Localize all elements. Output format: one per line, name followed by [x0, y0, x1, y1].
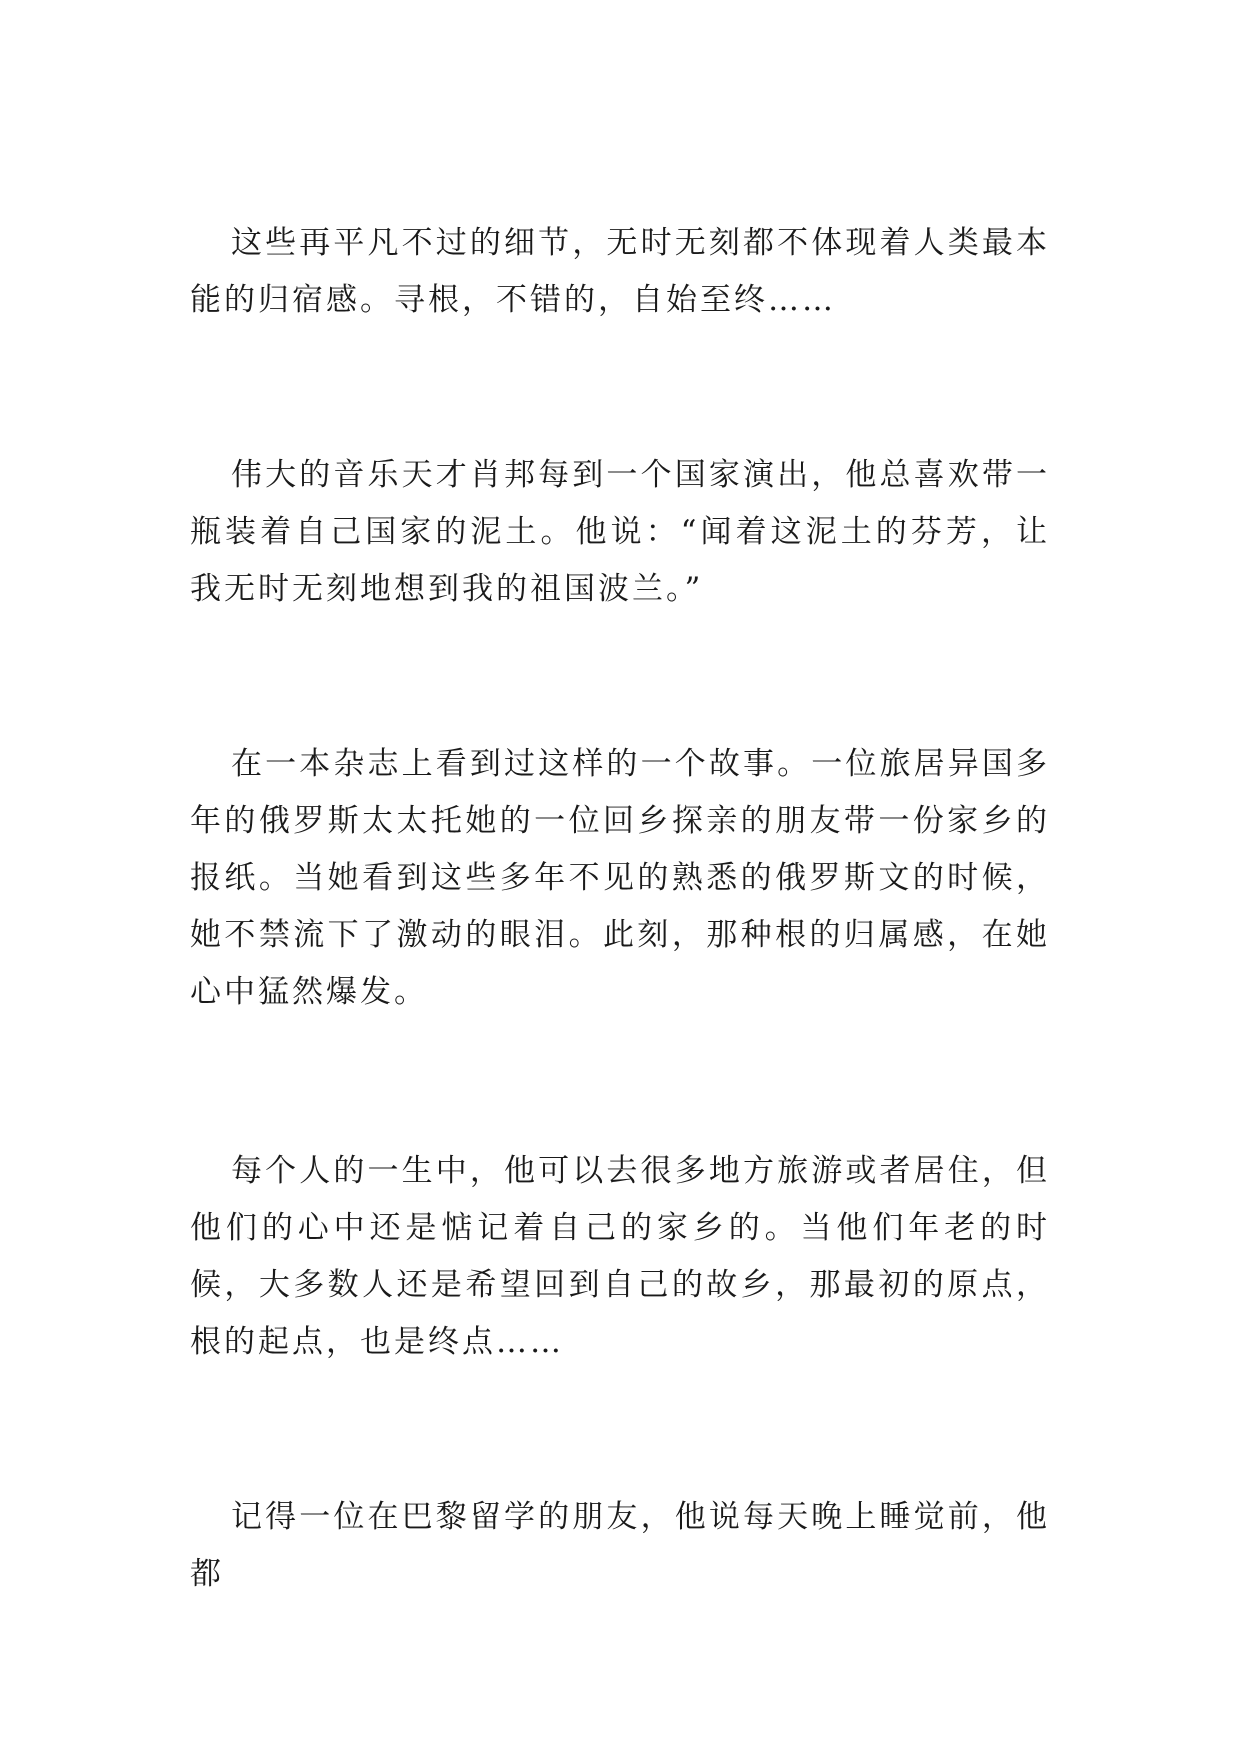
paragraph-paris-friend: 记得一位在巴黎留学的朋友，他说每天晚上睡觉前，他都 — [190, 1499, 1050, 1592]
paragraph-chopin: 伟大的音乐天才肖邦每到一个国家演出，他总喜欢带一瓶装着自己国家的泥土。他说：“闻着这泥土的芬芳，让我无时无刻地想到我的祖国波兰。” — [190, 457, 1050, 607]
paragraph-roots-feeling: 这些再平凡不过的细节，无时无刻都不体现着人类最本能的归宿感。寻根，不错的，自始至终…… — [190, 225, 1050, 318]
paragraph-russian-lady: 在一本杂志上看到过这样的一个故事。一位旅居异国多年的俄罗斯太太托她的一位回乡探亲的朋友带一份家乡的报纸。当她看到这些多年不见的熟悉的俄罗斯文的时候，她不禁流下了激动的眼泪。此刻，那种根的归属感，在她心中猛然爆发。 — [190, 746, 1050, 1010]
paragraph-hometown: 每个人的一生中，他可以去很多地方旅游或者居住，但他们的心中还是惦记着自己的家乡的。当他们年老的时候，大多数人还是希望回到自己的故乡，那最初的原点，根的起点，也是终点…… — [190, 1153, 1050, 1360]
